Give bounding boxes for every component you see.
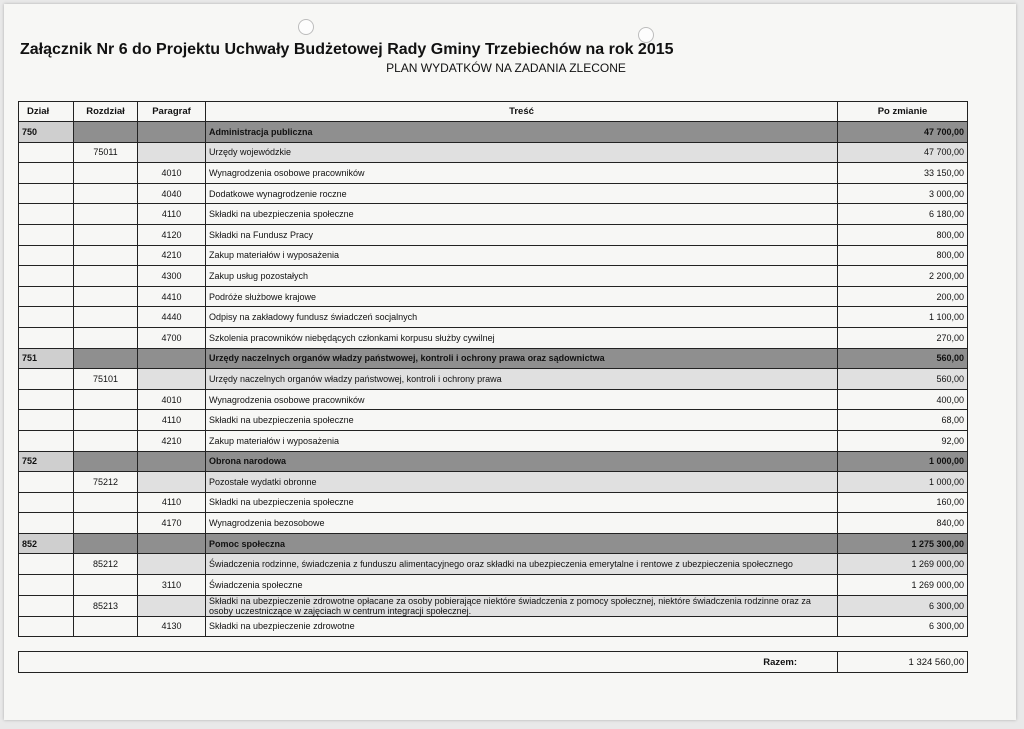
cell-tresc: Świadczenia rodzinne, świadczenia z funduszu alimentacyjnego oraz składki na ubezpieczenia emerytalne i rentowe z ubezpieczenia społecznego (206, 554, 838, 575)
cell-po-zmianie: 800,00 (838, 224, 968, 245)
cell-tresc: Podróże służbowe krajowe (206, 286, 838, 307)
cell-dzial (19, 286, 74, 307)
cell-po-zmianie: 560,00 (838, 369, 968, 390)
total-value: 1 324 560,00 (838, 652, 968, 673)
table-row (19, 122, 968, 143)
cell-tresc: Składki na ubezpieczenia społeczne (206, 492, 838, 513)
cell-tresc: Administracja publiczna (206, 122, 838, 143)
cell-rozdzial (74, 348, 138, 369)
cell-rozdzial (74, 513, 138, 534)
cell-po-zmianie: 1 275 300,00 (838, 533, 968, 554)
cell-paragraf: 4130 (138, 616, 206, 637)
cell-rozdzial (74, 327, 138, 348)
header-rozdzial: Rozdział (74, 102, 138, 122)
cell-dzial: 752 (19, 451, 74, 472)
cell-paragraf: 4300 (138, 266, 206, 287)
budget-table (18, 101, 968, 637)
table-row (19, 307, 968, 328)
cell-dzial (19, 224, 74, 245)
cell-tresc: Zakup materiałów i wyposażenia (206, 245, 838, 266)
table-row (19, 616, 968, 637)
cell-rozdzial (74, 266, 138, 287)
cell-paragraf (138, 595, 206, 616)
document-title: Załącznik Nr 6 do Projektu Uchwały Budżetowej Rady Gminy Trzebiechów na rok 2015 (20, 41, 674, 58)
table-row (19, 410, 968, 431)
cell-dzial (19, 266, 74, 287)
table-row (19, 183, 968, 204)
table-row (19, 327, 968, 348)
table-row (19, 224, 968, 245)
cell-rozdzial (74, 492, 138, 513)
cell-dzial (19, 472, 74, 493)
cell-po-zmianie: 560,00 (838, 348, 968, 369)
cell-tresc: Składki na ubezpieczenie zdrowotne (206, 616, 838, 637)
cell-po-zmianie: 1 269 000,00 (838, 554, 968, 575)
cell-rozdzial: 85212 (74, 554, 138, 575)
cell-tresc: Pomoc społeczna (206, 533, 838, 554)
document-subtitle: PLAN WYDATKÓW NA ZADANIA ZLECONE (386, 61, 626, 75)
cell-paragraf: 4170 (138, 513, 206, 534)
cell-dzial (19, 369, 74, 390)
cell-rozdzial (74, 533, 138, 554)
header-tresc: Treść (206, 102, 838, 122)
cell-po-zmianie: 200,00 (838, 286, 968, 307)
cell-paragraf: 4210 (138, 430, 206, 451)
cell-po-zmianie: 6 300,00 (838, 616, 968, 637)
cell-tresc: Wynagrodzenia bezosobowe (206, 513, 838, 534)
cell-rozdzial (74, 389, 138, 410)
cell-po-zmianie: 33 150,00 (838, 163, 968, 184)
cell-dzial (19, 245, 74, 266)
cell-po-zmianie: 3 000,00 (838, 183, 968, 204)
cell-rozdzial (74, 183, 138, 204)
cell-dzial (19, 410, 74, 431)
cell-dzial (19, 430, 74, 451)
table-row (19, 492, 968, 513)
table-row (19, 554, 968, 575)
cell-rozdzial (74, 616, 138, 637)
punch-hole-icon (298, 19, 314, 35)
cell-rozdzial (74, 204, 138, 225)
header-dzial: Dział (19, 102, 74, 122)
cell-dzial (19, 389, 74, 410)
cell-tresc: Wynagrodzenia osobowe pracowników (206, 163, 838, 184)
cell-tresc: Odpisy na zakładowy fundusz świadczeń socjalnych (206, 307, 838, 328)
cell-dzial (19, 595, 74, 616)
cell-paragraf: 4700 (138, 327, 206, 348)
cell-dzial (19, 163, 74, 184)
table-row (19, 575, 968, 596)
cell-paragraf: 4110 (138, 204, 206, 225)
cell-tresc: Urzędy naczelnych organów władzy państwowej, kontroli i ochrony prawa (206, 369, 838, 390)
cell-dzial (19, 492, 74, 513)
table-row (19, 245, 968, 266)
cell-dzial: 852 (19, 533, 74, 554)
table-row (19, 204, 968, 225)
cell-tresc: Składki na ubezpieczenia społeczne (206, 410, 838, 431)
cell-tresc: Urzędy naczelnych organów władzy państwowej, kontroli i ochrony prawa oraz sądownictwa (206, 348, 838, 369)
cell-tresc: Dodatkowe wynagrodzenie roczne (206, 183, 838, 204)
cell-paragraf: 4110 (138, 410, 206, 431)
cell-paragraf: 4440 (138, 307, 206, 328)
cell-po-zmianie: 1 100,00 (838, 307, 968, 328)
cell-dzial (19, 204, 74, 225)
table-row (19, 163, 968, 184)
cell-tresc: Szkolenia pracowników niebędących członkami korpusu służby cywilnej (206, 327, 838, 348)
table-row (19, 451, 968, 472)
total-table (18, 651, 968, 673)
cell-po-zmianie: 840,00 (838, 513, 968, 534)
cell-paragraf (138, 451, 206, 472)
cell-po-zmianie: 68,00 (838, 410, 968, 431)
cell-paragraf: 4410 (138, 286, 206, 307)
cell-tresc: Składki na Fundusz Pracy (206, 224, 838, 245)
cell-dzial: 750 (19, 122, 74, 143)
cell-dzial (19, 307, 74, 328)
cell-paragraf: 4110 (138, 492, 206, 513)
cell-rozdzial (74, 163, 138, 184)
cell-po-zmianie: 6 300,00 (838, 595, 968, 616)
cell-paragraf (138, 472, 206, 493)
cell-po-zmianie: 800,00 (838, 245, 968, 266)
cell-rozdzial: 75212 (74, 472, 138, 493)
cell-rozdzial (74, 575, 138, 596)
cell-po-zmianie: 47 700,00 (838, 142, 968, 163)
cell-po-zmianie: 160,00 (838, 492, 968, 513)
cell-rozdzial (74, 410, 138, 431)
cell-tresc: Zakup usług pozostałych (206, 266, 838, 287)
table-row (19, 142, 968, 163)
cell-paragraf (138, 348, 206, 369)
cell-dzial (19, 554, 74, 575)
cell-paragraf: 4010 (138, 389, 206, 410)
cell-dzial (19, 513, 74, 534)
table-header-row (19, 102, 968, 122)
table-row (19, 389, 968, 410)
table-row (19, 266, 968, 287)
total-row (19, 652, 968, 673)
cell-po-zmianie: 2 200,00 (838, 266, 968, 287)
cell-rozdzial (74, 286, 138, 307)
cell-po-zmianie: 270,00 (838, 327, 968, 348)
cell-tresc: Obrona narodowa (206, 451, 838, 472)
cell-po-zmianie: 92,00 (838, 430, 968, 451)
cell-dzial (19, 183, 74, 204)
cell-rozdzial (74, 224, 138, 245)
cell-dzial (19, 575, 74, 596)
cell-rozdzial: 75101 (74, 369, 138, 390)
cell-dzial (19, 616, 74, 637)
table-row (19, 513, 968, 534)
cell-paragraf: 4040 (138, 183, 206, 204)
cell-po-zmianie: 1 000,00 (838, 451, 968, 472)
cell-rozdzial (74, 430, 138, 451)
cell-po-zmianie: 400,00 (838, 389, 968, 410)
cell-tresc: Świadczenia społeczne (206, 575, 838, 596)
cell-paragraf (138, 122, 206, 143)
cell-tresc: Składki na ubezpieczenie zdrowotne opłacane za osoby pobierające niektóre świadczenia z pomocy społecznej, niektóre świadczenia rodzinne oraz za osoby uczestniczące w zajęciach w centrum integracji społecznej. (206, 595, 838, 616)
cell-tresc: Pozostałe wydatki obronne (206, 472, 838, 493)
table-row (19, 472, 968, 493)
cell-po-zmianie: 1 269 000,00 (838, 575, 968, 596)
table-row (19, 348, 968, 369)
cell-dzial (19, 142, 74, 163)
cell-paragraf (138, 369, 206, 390)
cell-paragraf: 4120 (138, 224, 206, 245)
cell-paragraf (138, 533, 206, 554)
cell-po-zmianie: 1 000,00 (838, 472, 968, 493)
header-po-zmianie: Po zmianie (838, 102, 968, 122)
table-row (19, 286, 968, 307)
cell-paragraf (138, 142, 206, 163)
total-label: Razem: (19, 652, 838, 673)
cell-rozdzial (74, 122, 138, 143)
cell-po-zmianie: 6 180,00 (838, 204, 968, 225)
cell-paragraf (138, 554, 206, 575)
cell-rozdzial (74, 307, 138, 328)
cell-tresc: Zakup materiałów i wyposażenia (206, 430, 838, 451)
cell-dzial: 751 (19, 348, 74, 369)
cell-rozdzial (74, 245, 138, 266)
cell-rozdzial (74, 451, 138, 472)
cell-tresc: Urzędy wojewódzkie (206, 142, 838, 163)
table-row (19, 533, 968, 554)
cell-rozdzial: 75011 (74, 142, 138, 163)
table-row (19, 430, 968, 451)
cell-paragraf: 4010 (138, 163, 206, 184)
header-paragraf: Paragraf (138, 102, 206, 122)
cell-tresc: Wynagrodzenia osobowe pracowników (206, 389, 838, 410)
cell-paragraf: 3110 (138, 575, 206, 596)
table-row (19, 369, 968, 390)
table-row (19, 595, 968, 616)
cell-dzial (19, 327, 74, 348)
cell-tresc: Składki na ubezpieczenia społeczne (206, 204, 838, 225)
cell-po-zmianie: 47 700,00 (838, 122, 968, 143)
cell-rozdzial: 85213 (74, 595, 138, 616)
cell-paragraf: 4210 (138, 245, 206, 266)
